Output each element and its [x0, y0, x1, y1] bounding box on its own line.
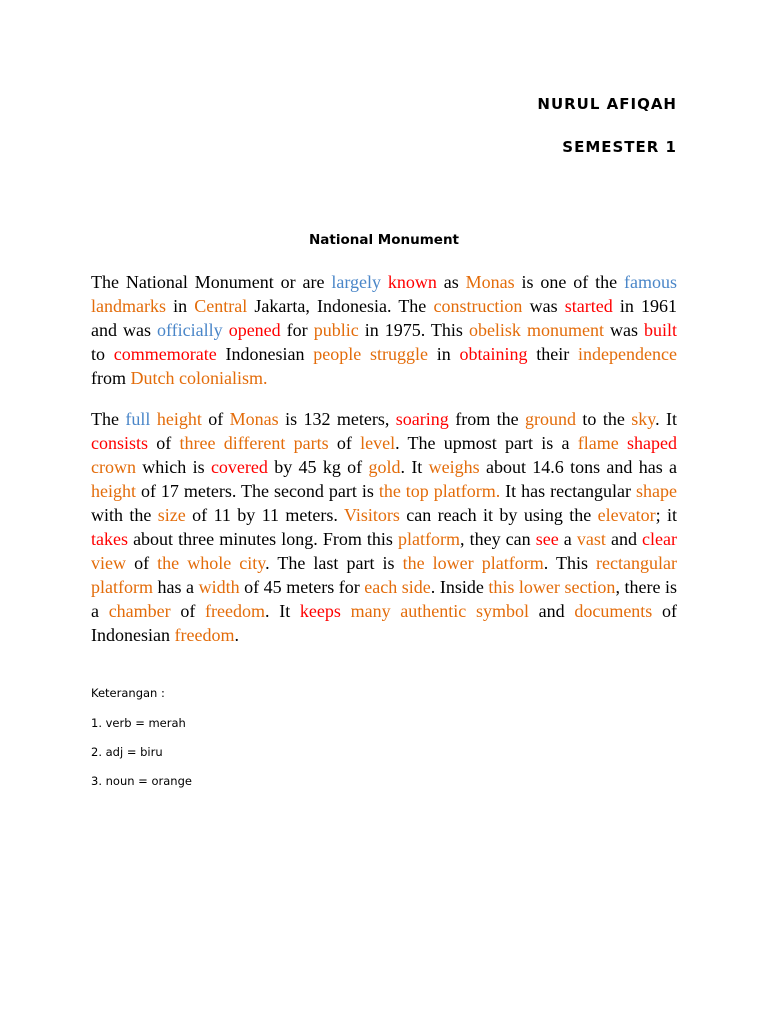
noun-word: landmarks [91, 296, 166, 316]
noun-word: size [157, 505, 186, 525]
noun-word: freedom [174, 625, 235, 645]
noun-word: public [313, 320, 359, 340]
verb-word: keeps [299, 601, 341, 621]
verb-word: started [564, 296, 613, 316]
adjective-word: largely [331, 272, 381, 292]
noun-word: this lower section [488, 577, 616, 597]
noun-word: view [91, 553, 126, 573]
author-name: NURUL AFIQAH [537, 95, 677, 113]
noun-word: Monas [229, 409, 279, 429]
noun-word: Central [194, 296, 248, 316]
noun-word: people struggle [313, 344, 428, 364]
verb-word: see [535, 529, 559, 549]
verb-word: known [387, 272, 437, 292]
noun-word: freedom [205, 601, 266, 621]
verb-word: obtaining [459, 344, 528, 364]
noun-word: Visitors [343, 505, 400, 525]
noun-word: weighs [428, 457, 480, 477]
noun-word: the top platform. [378, 481, 501, 501]
semester-label: SEMESTER 1 [562, 138, 677, 156]
noun-word: independence [578, 344, 677, 364]
noun-word: ground [525, 409, 577, 429]
legend-heading: Keterangan : [91, 686, 165, 700]
noun-word: documents [574, 601, 653, 621]
noun-word: elevator [597, 505, 656, 525]
noun-word: the whole city [157, 553, 266, 573]
verb-word: built [643, 320, 677, 340]
noun-word: sky [631, 409, 656, 429]
verb-word: clear [642, 529, 677, 549]
noun-word: gold [368, 457, 401, 477]
verb-word: soaring [395, 409, 449, 429]
noun-word: Dutch colonialism. [130, 368, 268, 388]
noun-word: height [156, 409, 202, 429]
noun-word: crown [91, 457, 136, 477]
noun-word: construction [433, 296, 523, 316]
adjective-word: famous [624, 272, 678, 292]
noun-word: vast [576, 529, 606, 549]
noun-word: each side [364, 577, 431, 597]
adjective-word: full [125, 409, 151, 429]
noun-word: level [360, 433, 396, 453]
document-title: National Monument [308, 232, 460, 248]
verb-word: opened [228, 320, 281, 340]
legend-item-adj: 2. adj = biru [91, 745, 163, 759]
noun-word: shape [636, 481, 677, 501]
noun-word: Monas [465, 272, 515, 292]
body-paragraph-1: The National Monument or are largely known as Monas is one of the famous landmarks in Central Jakarta, Indonesia. The construction was started in 1961 and was officially opened for public in 1975. This obelisk monument was built to commemorate Indonesian people struggle in obtaining their independence from Dutch colonialism. [91, 272, 678, 388]
adjective-word: officially [157, 320, 223, 340]
noun-word: many authentic symbol [350, 601, 529, 621]
legend-item-verb: 1. verb = merah [91, 716, 186, 730]
verb-word: consists [91, 433, 149, 453]
noun-word: height [91, 481, 136, 501]
noun-word: width [198, 577, 240, 597]
noun-word: chamber [108, 601, 171, 621]
verb-word: covered [210, 457, 268, 477]
noun-word: rectangular platform [91, 553, 677, 597]
verb-word: commemorate [113, 344, 217, 364]
body-paragraph-2: The full height of Monas is 132 meters, soaring from the ground to the sky. It consists of three different parts of level. The upmost part is a flame shaped crown which is covered by 45 kg of gold. It weighs about 14.6 tons and has a height of 17 meters. The second part is the top platform. It has rectangular shape with the size of 11 by 11 meters. Visitors can reach it by using the elevator; it takes about three minutes long. From this platform, they can see a vast and clear view of the whole city. The last part is the lower platform. This rectangular platform has a width of 45 meters for each side. Inside this lower section, there is a chamber of freedom. It keeps many authentic symbol and documents of Indonesian freedom. [91, 409, 678, 645]
noun-word: the lower platform [402, 553, 544, 573]
verb-word: shaped [627, 433, 677, 453]
verb-word: takes [91, 529, 128, 549]
noun-word: three different parts [179, 433, 329, 453]
noun-word: obelisk monument [468, 320, 604, 340]
noun-word: flame [577, 433, 619, 453]
noun-word: platform [398, 529, 461, 549]
legend-item-noun: 3. noun = orange [91, 774, 192, 788]
